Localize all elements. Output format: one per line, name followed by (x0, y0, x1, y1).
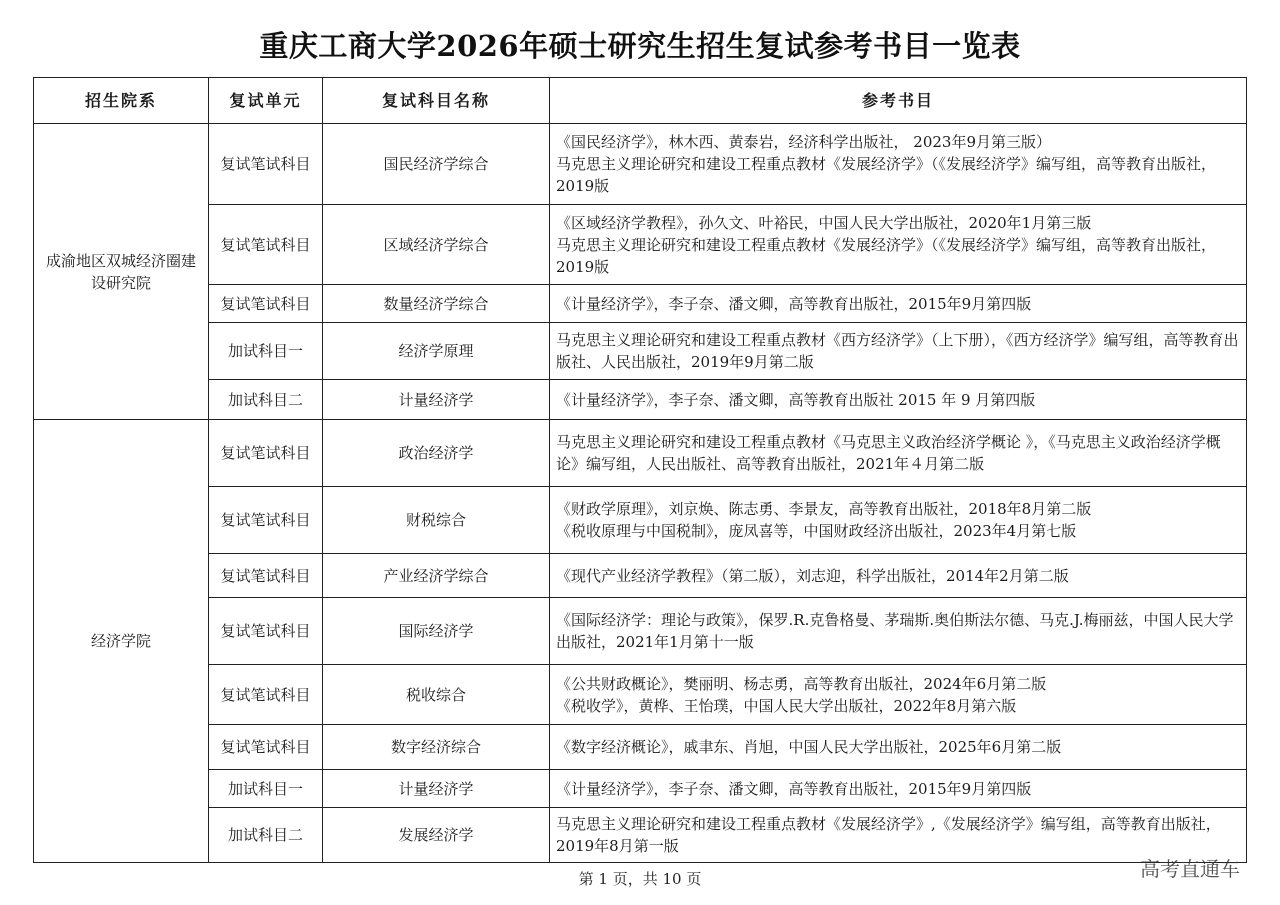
books-cell (550, 124, 1247, 205)
page-title: 重庆工商大学2026年硕士研究生招生复试参考书目一览表 (259, 29, 1021, 63)
books-cell (550, 554, 1247, 598)
subject-cell: 数量经济学综合 (323, 285, 550, 323)
subject-cell: 计量经济学 (323, 770, 550, 808)
table-row (34, 285, 1247, 323)
subject-cell: 发展经济学 (323, 808, 550, 863)
subject-cell: 产业经济学综合 (323, 554, 550, 598)
subject-cell: 计量经济学 (323, 380, 550, 420)
dept-cell: 成渝地区双城经济圈建设研究院 (34, 124, 209, 420)
header-books: 参考书目 (550, 78, 1247, 124)
books-cell (550, 665, 1247, 725)
unit-cell: 加试科目二 (209, 808, 323, 863)
subject-cell: 政治经济学 (323, 420, 550, 487)
subject-cell: 国民经济学综合 (323, 124, 550, 205)
unit-cell: 复试笔试科目 (209, 420, 323, 487)
watermark: 高考直通车 (1140, 857, 1240, 881)
unit-cell: 复试笔试科目 (209, 285, 323, 323)
books-cell (550, 323, 1247, 380)
table-header-row (34, 78, 1247, 124)
unit-cell: 复试笔试科目 (209, 205, 323, 285)
book-entry: 《税收原理与中国税制》，庞凤喜等，中国财政经济出版社，2023年4月第七版 (556, 522, 1077, 540)
books-cell (550, 487, 1247, 554)
table-row (34, 808, 1247, 863)
book-entry: 马克思主义理论研究和建设工程重点教材《发展经济学》（《发展经济学》编写组，高等教育出版社，2019版 (556, 155, 1217, 195)
table-row (34, 487, 1247, 554)
book-entry: 马克思主义理论研究和建设工程重点教材《发展经济学》（《发展经济学》编写组，高等教育出版社，2019版 (556, 235, 1217, 276)
unit-cell: 复试笔试科目 (209, 665, 323, 725)
unit-cell: 复试笔试科目 (209, 124, 323, 205)
reference-books-table (33, 77, 1247, 863)
book-entry: 《财政学原理》，刘京焕、陈志勇、李景友，高等教育出版社，2018年8月第二版 (556, 500, 1092, 518)
book-entry: 《现代产业经济学教程》（第二版），刘志迎，科学出版社，2014年2月第二版 (556, 566, 1069, 585)
header-unit: 复试单元 (209, 78, 323, 124)
table-row (34, 770, 1247, 808)
book-entry: 《公共财政概论》，樊丽明、杨志勇，高等教育出版社，2024年6月第二版 (556, 674, 1047, 693)
header-subject: 复试科目名称 (323, 78, 550, 124)
books-cell (550, 725, 1247, 770)
subject-cell: 数字经济综合 (323, 725, 550, 770)
books-cell (550, 598, 1247, 665)
subject-cell: 经济学原理 (323, 323, 550, 380)
books-cell (550, 420, 1247, 487)
unit-cell: 复试笔试科目 (209, 725, 323, 770)
page-footer: 第 1 页，共 10 页 (578, 870, 702, 888)
header-dept: 招生院系 (34, 78, 209, 124)
table-row (34, 124, 1247, 205)
table-row (34, 205, 1247, 285)
book-entry: 《数字经济概论》，戚聿东、肖旭，中国人民大学出版社，2025年6月第二版 (556, 738, 1062, 756)
unit-cell: 加试科目二 (209, 380, 323, 420)
subject-cell: 财税综合 (323, 487, 550, 554)
book-entry: 《计量经济学》，李子奈、潘文卿，高等教育出版社，2015年9月第四版 (556, 779, 1032, 798)
books-cell (550, 380, 1247, 420)
table-row (34, 598, 1247, 665)
subject-cell: 国际经济学 (323, 598, 550, 665)
book-entry: 马克思主义理论研究和建设工程重点教材《西方经济学》（上下册），《西方经济学》编写组，高等教育出版社、人民出版社，2019年9月第二版 (556, 331, 1239, 371)
book-entry: 《区域经济学教程》，孙久文、叶裕民，中国人民大学出版社，2020年1月第三版 (556, 213, 1092, 232)
book-entry: 《税收学》，黄桦、王怡璞，中国人民大学出版社，2022年8月第六版 (556, 696, 1017, 715)
subject-cell: 税收综合 (323, 665, 550, 725)
table-row (34, 725, 1247, 770)
books-cell (550, 770, 1247, 808)
table-row (34, 665, 1247, 725)
table-body (34, 124, 1247, 863)
unit-cell: 复试笔试科目 (209, 554, 323, 598)
unit-cell: 加试科目一 (209, 770, 323, 808)
table-row (34, 323, 1247, 380)
book-entry: 马克思主义理论研究和建设工程重点教材《发展经济学》,《发展经济学》编写组，高等教育出版社，2019年8月第一版 (556, 815, 1221, 855)
dept-cell: 经济学院 (34, 420, 209, 863)
table-row (34, 420, 1247, 487)
unit-cell: 复试笔试科目 (209, 598, 323, 665)
book-entry: 《计量经济学》，李子奈、潘文卿，高等教育出版社，2015年9月第四版 (556, 294, 1032, 313)
book-entry: 《国民经济学》，林木西、黄泰岩，经济科学出版社， 2023年9月第三版） (556, 133, 1051, 151)
book-entry: 《国际经济学：理论与政策》，保罗.R.克鲁格曼、茅瑞斯.奥伯斯法尔德、马克.J.梅丽兹，中国人民大学出版社，2021年1月第十一版 (556, 611, 1234, 651)
unit-cell: 复试笔试科目 (209, 487, 323, 554)
books-cell (550, 205, 1247, 285)
books-cell (550, 285, 1247, 323)
unit-cell: 加试科目一 (209, 323, 323, 380)
table-row (34, 554, 1247, 598)
book-entry: 《计量经济学》，李子奈、潘文卿，高等教育出版社 2015 年 9 月第四版 (556, 390, 1036, 409)
book-entry: 马克思主义理论研究和建设工程重点教材《马克思主义政治经济学概论 》，《马克思主义政治经济学概论》编写组，人民出版社、高等教育出版社，2021年４月第二版 (556, 433, 1221, 473)
subject-cell: 区域经济学综合 (323, 205, 550, 285)
table-row (34, 380, 1247, 420)
